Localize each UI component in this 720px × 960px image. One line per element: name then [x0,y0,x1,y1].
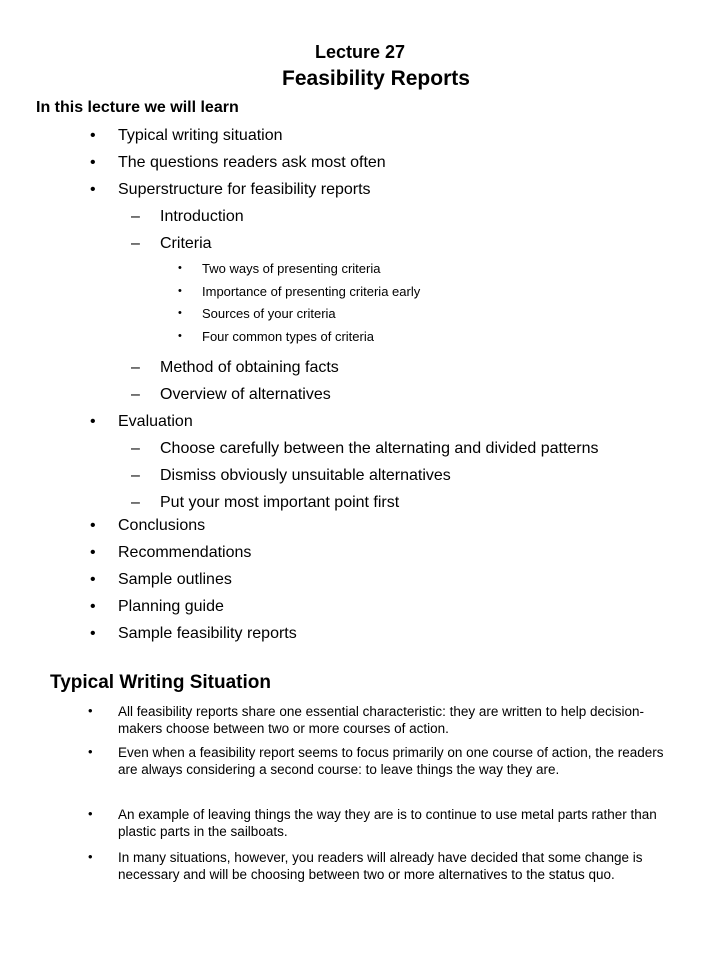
bullet-marker: • [90,625,96,642]
bullet-marker: • [90,571,96,588]
bullet-marker: • [90,154,96,171]
list-item: Conclusions [118,517,206,534]
page-title: Feasibility Reports [282,67,470,90]
bullet-marker: • [90,413,96,430]
dash-marker: – [131,440,140,457]
list-item: Planning guide [118,598,224,615]
paragraph: An example of leaving things the way they are is to continue to use metal parts rather than plastic parts in the sailboats. [118,807,657,839]
paragraph: Even when a feasibility report seems to focus primarily on one course of action, the readers are always considering a second course: to leave things the way they are. [118,745,664,777]
lecture-number: Lecture 27 [314,42,406,62]
bullet-marker: • [88,703,93,718]
list-item: The questions readers ask most often [118,154,386,171]
dash-marker: – [131,494,140,511]
bullet-marker: • [90,517,96,534]
list-subsubitem: Importance of presenting criteria early [202,284,421,299]
list-subitem: Choose carefully between the alternating and divided patterns [160,440,599,457]
bullet-marker: • [88,744,93,759]
list-subitem: Introduction [160,208,244,225]
list-subsubitem: Two ways of presenting criteria [202,261,381,276]
bullet-marker: • [88,806,93,821]
list-subsubitem: Four common types of criteria [202,329,374,344]
dash-marker: – [131,386,140,403]
bullet-marker: • [90,181,96,198]
list-subitem: Put your most important point first [160,494,400,511]
section-heading: Typical Writing Situation [50,672,271,693]
paragraph: In many situations, however, you readers will already have decided that some change is necessary and will be choosing between two or more alternatives to the status quo. [118,850,643,882]
bullet-marker: • [90,544,96,561]
paragraph: All feasibility reports share one essential characteristic: they are written to help decision-makers choose between two or more courses of action. [118,704,644,736]
list-subitem: Criteria [160,235,212,252]
dash-marker: – [131,467,140,484]
list-item: Sample feasibility reports [118,625,297,642]
list-item: Evaluation [118,413,193,430]
list-item: Typical writing situation [118,127,283,144]
bullet-marker: • [88,849,93,864]
bullet-marker: • [90,127,96,144]
dash-marker: – [131,235,140,252]
bullet-marker: • [90,598,96,615]
bullet-marker: • [178,330,182,342]
list-subsubitem: Sources of your criteria [202,306,336,321]
list-item: Recommendations [118,544,252,561]
list-item: Superstructure for feasibility reports [118,181,371,198]
list-subitem: Overview of alternatives [160,386,331,403]
list-subitem: Dismiss obviously unsuitable alternatives [160,467,451,484]
bullet-marker: • [178,262,182,274]
dash-marker: – [131,208,140,225]
bullet-marker: • [178,285,182,297]
bullet-marker: • [178,307,182,319]
list-subitem: Method of obtaining facts [160,359,339,376]
intro-heading: In this lecture we will learn [36,99,239,116]
dash-marker: – [131,359,140,376]
list-item: Sample outlines [118,571,232,588]
